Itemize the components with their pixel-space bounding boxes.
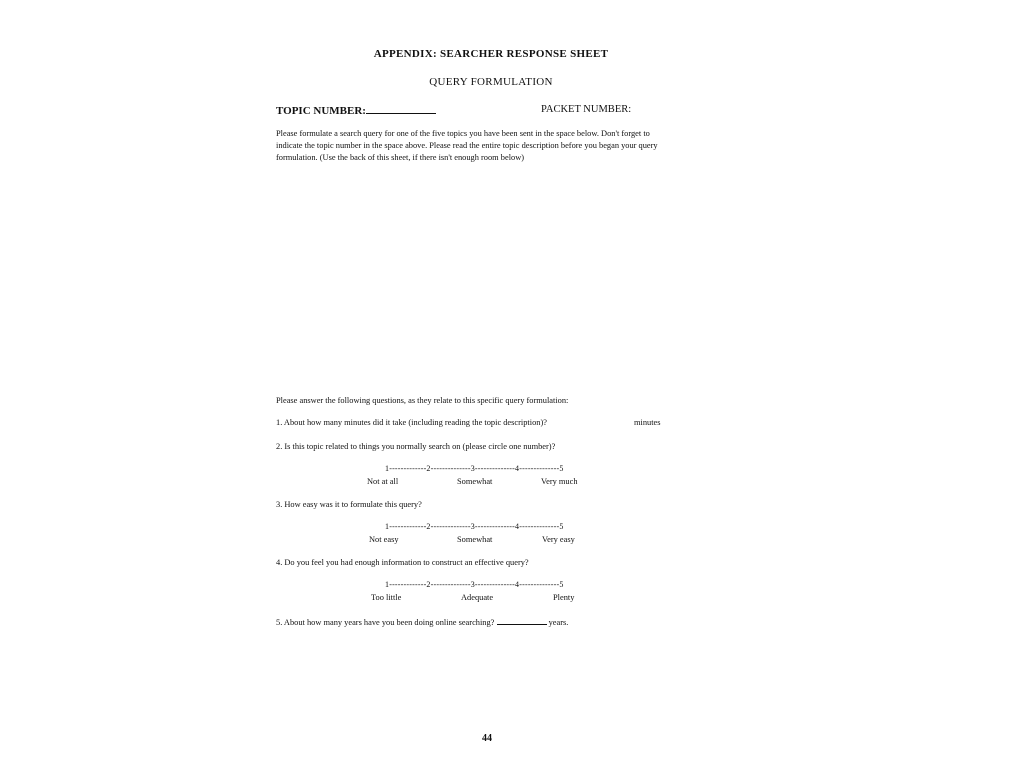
page-number: 44 [482,733,492,744]
question-4-anchor-mid: Adequate [461,593,494,602]
questions-intro: Please answer the following questions, as they relate to this specific query formulation: [276,396,569,405]
instructions-paragraph: Please formulate a search query for one of the five topics you have been sent in the space below. Don't forget to indicate the topic number in the space above. Please read the entire topic description before you began your query formulation. (Use the back of this sheet, if there isn't enough room below) [276,129,658,162]
topic-number-label: TOPIC NUMBER: [276,105,366,117]
question-4-anchor-high: Plenty [553,593,575,602]
question-2-text: 2. Is this topic related to things you normally search on (please circle one number)? [276,442,556,451]
topic-number-blank [366,104,436,114]
document-subtitle: QUERY FORMULATION [429,76,553,88]
question-2-anchor-mid: Somewhat [457,477,493,486]
question-4-text: 4. Do you feel you had enough information to construct an effective query? [276,558,529,567]
topic-number-field [276,104,436,117]
document-title: APPENDIX: SEARCHER RESPONSE SHEET [373,48,609,60]
question-5-text: 5. About how many years have you been doing online searching? [276,618,495,627]
question-2-anchor-high: Very much [541,477,578,486]
question-3-anchor-mid: Somewhat [457,535,493,544]
question-5-blank [497,615,547,625]
question-1-text: 1. About how many minutes did it take (including reading the topic description)? [276,418,547,427]
question-2-scale: 1-------------2--------------3--------------4--------------5 [385,464,564,473]
question-5-row [276,615,568,627]
question-3-anchor-high: Very easy [542,535,575,544]
question-3-anchor-low: Not easy [369,535,399,544]
question-2-anchor-low: Not at all [367,477,399,486]
packet-number-label: PACKET NUMBER: [541,104,632,115]
question-4-scale: 1-------------2--------------3--------------4--------------5 [385,580,564,589]
question-3-text: 3. How easy was it to formulate this query? [276,500,422,509]
question-1-suffix: minutes [634,418,661,427]
question-5-suffix: years. [548,618,569,627]
question-3-scale: 1-------------2--------------3--------------4--------------5 [385,522,564,531]
question-4-anchor-low: Too little [371,593,402,602]
